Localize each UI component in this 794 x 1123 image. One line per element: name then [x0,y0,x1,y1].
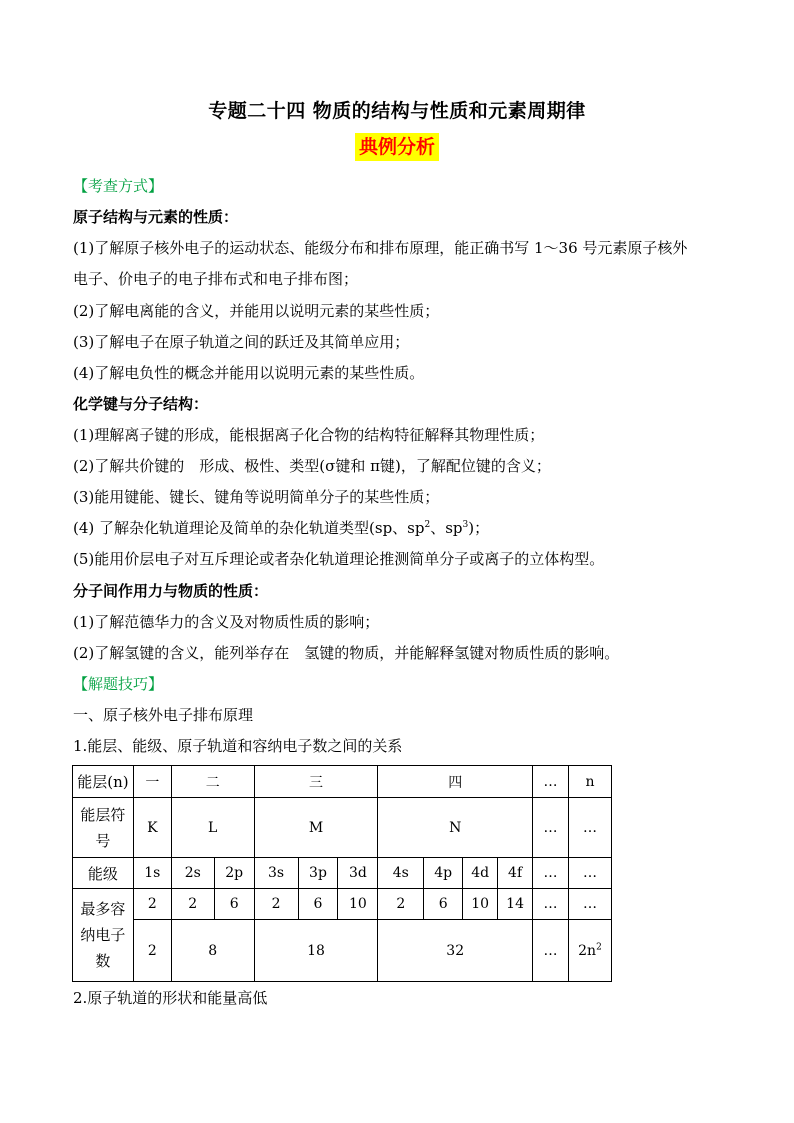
table-cell: 3p [298,858,338,889]
table-cell-label: 能层(n) [73,766,134,798]
table-row [73,889,612,920]
table-cell: 4p [424,858,463,889]
table-cell: M [254,798,378,858]
subtitle-wrap [0,133,794,161]
label-line: 号 [95,831,111,850]
table-cell: 6 [298,889,338,920]
table-cell: 8 [171,920,254,982]
table-cell: 6 [424,889,463,920]
table-cell: 1s [133,858,171,889]
table-cell: 32 [378,920,533,982]
table-cell: 18 [254,920,378,982]
table-cell: 一 [133,766,171,798]
label-line: 纳电子 [80,926,126,944]
item-heading: 1.能层、能级、原子轨道和容纳电子数之间的关系 [73,737,403,755]
table-cell: 2 [378,889,424,920]
table-cell-formula [568,920,611,982]
table-cell-label: 能级 [73,858,134,889]
label-line: 能层符 [80,805,126,824]
atomic-item: 电子、价电子的电子排布式和电子排布图； [73,270,359,288]
energy-level-table [72,765,612,982]
table-cell: … [533,889,569,920]
table-cell: … [568,889,611,920]
table-cell: 2s [171,858,214,889]
part-heading: 一、原子核外电子排布原理 [73,706,254,724]
atomic-item: (3)了解电子在原子轨道之间的跃迁及其简单应用； [73,333,410,351]
table-cell: 3s [254,858,298,889]
table-cell: n [568,766,611,798]
table-cell: 6 [214,889,254,920]
bond-item: (2)了解共价键的 形成、极性、类型(σ键和 π键)，了解配位键的含义； [73,457,551,475]
atomic-item: (1)了解原子核外电子的运动状态、能级分布和排布原理，能正确书写 1～36 号元素原子核外 [73,239,688,257]
bond-heading: 化学键与分子结构： [73,395,209,413]
bond-item-hybrid-suffix: )； [468,519,490,537]
table-cell-label [73,889,134,982]
table-cell: … [568,798,611,858]
table-cell: … [568,858,611,889]
formula-base: 2n [578,942,597,959]
table-cell: 4f [498,858,533,889]
table-cell: … [533,798,569,858]
table-cell: 10 [338,889,378,920]
table-row [73,920,612,982]
table-cell: 4d [463,858,498,889]
label-line: 最多容 [80,900,126,918]
bond-item-hybrid-prefix: (4) 了解杂化轨道理论及简单的杂化轨道类型(sp、sp [73,519,425,537]
item-heading: 2.原子轨道的形状和能量高低 [73,989,268,1007]
tips-heading: 【解题技巧】 [73,675,164,693]
table-cell: 14 [498,889,533,920]
atomic-item: (4)了解电负性的概念并能用以说明元素的某些性质。 [73,364,425,382]
atomic-heading: 原子结构与元素的性质： [73,208,239,226]
superscript: 3 [462,520,469,530]
table-cell: … [533,920,569,982]
table-cell: 2 [133,920,171,982]
table-row [73,858,612,889]
table-cell: … [533,858,569,889]
table-cell: K [133,798,171,858]
table-cell: 2 [171,889,214,920]
superscript: 2 [424,520,431,530]
bond-item-hybrid-mid: 、sp [430,519,463,537]
page-subtitle: 典例分析 [355,133,439,161]
table-cell: 二 [171,766,254,798]
intermolecular-item: (1)了解范德华力的含义及对物质性质的影响； [73,613,380,631]
table-cell: 2 [133,889,171,920]
table-cell-label [73,798,134,858]
intermolecular-item: (2)了解氢键的含义，能列举存在 氢键的物质，并能解释氢键对物质性质的影响。 [73,644,620,662]
table-cell: 4s [378,858,424,889]
intermolecular-heading: 分子间作用力与物质的性质： [73,582,269,600]
superscript: 2 [596,941,602,952]
page-title: 专题二十四 物质的结构与性质和元素周期律 [208,100,586,122]
table-cell: … [533,766,569,798]
table-cell: 四 [378,766,533,798]
bond-item-hybrid [73,517,489,539]
table-cell: 2 [254,889,298,920]
table-cell: N [378,798,533,858]
table-row [73,766,612,798]
exam-methods-heading: 【考查方式】 [73,177,164,195]
bond-item: (5)能用价层电子对互斥理论或者杂化轨道理论推测简单分子或离子的立体构型。 [73,550,605,568]
table-cell: L [171,798,254,858]
table-cell: 2p [214,858,254,889]
table-row [73,798,612,858]
atomic-item: (2)了解电离能的含义，并能用以说明元素的某些性质； [73,302,440,320]
table-cell: 三 [254,766,378,798]
table-cell: 3d [338,858,378,889]
bond-item: (1)理解离子键的形成，能根据离子化合物的结构特征解释其物理性质； [73,426,545,444]
table-cell: 10 [463,889,498,920]
bond-item: (3)能用键能、键长、键角等说明简单分子的某些性质； [73,488,440,506]
label-line: 数 [95,952,111,970]
